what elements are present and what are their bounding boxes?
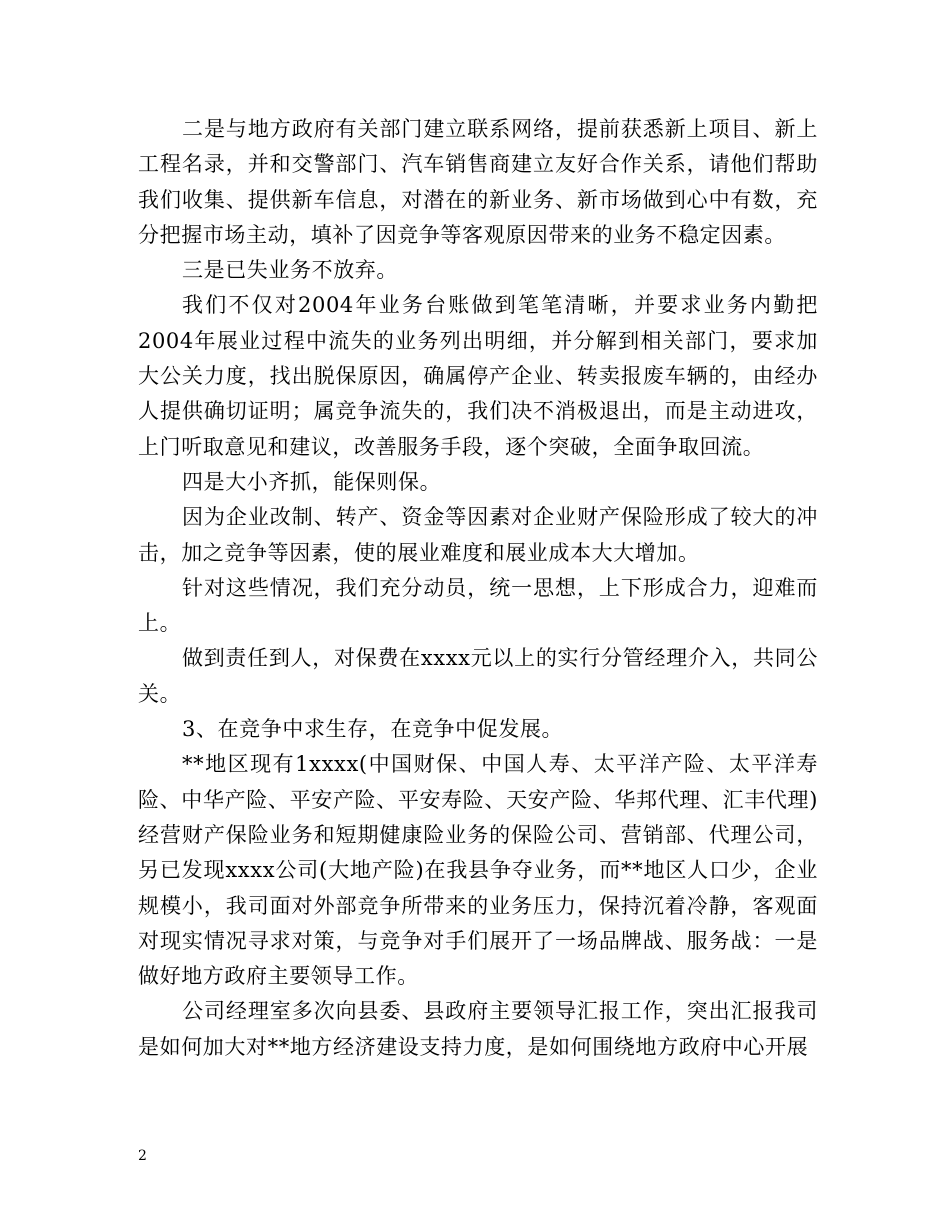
paragraph-9: **地区现有1xxxx(中国财保、中国人寿、太平洋产险、太平洋寿险、中华产险、平安产险、平安寿险、天安产险、华邦代理、汇丰代理)经营财产保险业务和短期健康险业务的保险公司、营销部、代理公司，另已发现xxxx公司(大地产险)在我县争夺业务，而**地区人口少，企业规模小，我司面对外部竞争所带来的业务压力，保持沉着冷静，客观面对现实情况寻求对策，与竞争对手们展开了一场品牌战、服务战：一是做好地方政府主要领导工作。	[138, 752, 818, 989]
paragraph-1: 二是与地方政府有关部门建立联系网络，提前获悉新上项目、新上工程名录，并和交警部门、汽车销售商建立友好合作关系，请他们帮助我们收集、提供新车信息，对潜在的新业务、新市场做到心中有数，充分把握市场主动，填补了因竞争等客观原因带来的业务不稳定因素。	[138, 117, 818, 247]
document-body	[138, 112, 818, 1065]
paragraph-2: 三是已失业务不放弃。	[182, 258, 398, 283]
paragraph-8: 3、在竞争中求生存，在竞争中促发展。	[182, 717, 564, 742]
paragraph-10: 公司经理室多次向县委、县政府主要领导汇报工作，突出汇报我司是如何加大对**地方经济建设支持力度，是如何围绕地方政府中心开展	[138, 999, 818, 1059]
paragraph-4: 四是大小齐抓，能保则保。	[182, 469, 442, 494]
paragraph-3: 我们不仅对2004年业务台账做到笔笔清晰，并要求业务内勤把2004年展业过程中流失的业务列出明细，并分解到相关部门，要求加大公关力度，找出脱保原因，确属停产企业、转卖报废车辆的，由经办人提供确切证明；属竞争流失的，我们决不消极退出，而是主动进攻，上门听取意见和建议，改善服务手段，逐个突破，全面争取回流。	[138, 293, 818, 459]
page-number: 2	[138, 1148, 147, 1164]
paragraph-5: 因为企业改制、转产、资金等因素对企业财产保险形成了较大的冲击，加之竞争等因素，使的展业难度和展业成本大大增加。	[138, 505, 818, 565]
paragraph-6: 针对这些情况，我们充分动员，统一思想，上下形成合力，迎难而上。	[138, 575, 818, 636]
paragraph-7: 做到责任到人，对保费在xxxx元以上的实行分管经理介入，共同公关。	[138, 646, 818, 706]
